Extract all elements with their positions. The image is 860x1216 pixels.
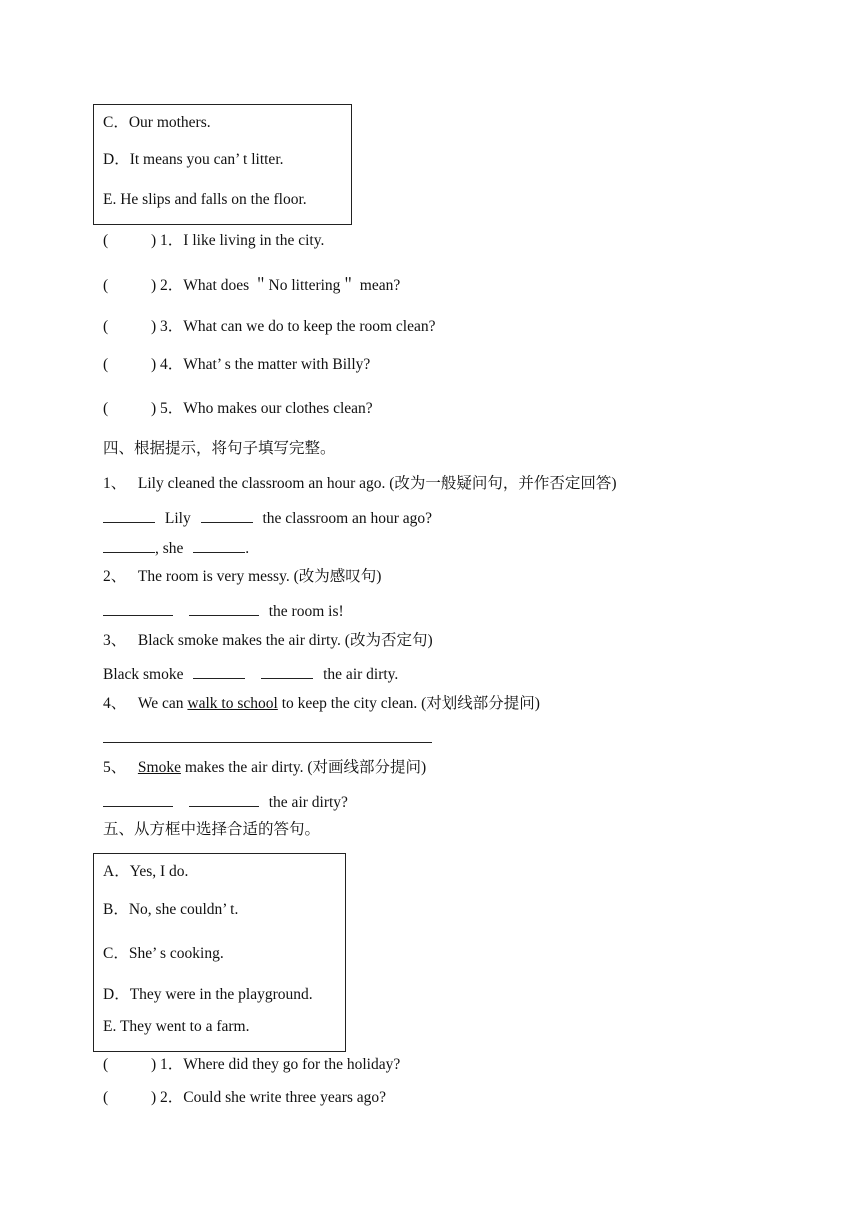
item-2-answer-line [103,601,344,621]
item-prompt: The room is very messy. (改为感叹句) [137,568,382,585]
answer-blank[interactable] [201,508,253,523]
answer-blank[interactable] [261,664,313,679]
item-1-answer-line-1 [103,508,432,528]
answer-paren-close: ) [151,356,157,373]
answer-blank[interactable] [103,538,155,553]
question-row [103,1056,400,1074]
option-c: C．She’ s cooking. [103,945,224,962]
answer-paren-open[interactable]: ( [103,277,109,294]
answer-text: . [245,540,250,557]
answer-paren-close: ) [151,1056,157,1073]
question-row [103,400,373,418]
answer-paren-close: ) [151,400,157,417]
answer-paren-open[interactable]: ( [103,1056,109,1073]
answer-blank[interactable] [189,792,259,807]
item-number: 3、 [103,632,127,649]
item-number: 5、 [103,759,127,776]
item-4-answer-line[interactable] [103,742,432,743]
answer-blank[interactable] [193,538,245,553]
answer-paren-close: ) [151,318,157,335]
item-number: 4、 [103,695,127,712]
answer-blank[interactable] [103,792,173,807]
answer-paren-open[interactable]: ( [103,400,109,417]
answer-paren-close: ) [151,232,157,249]
item-number: 2、 [103,568,127,585]
option-b: B．No, she couldn’ t. [103,901,239,918]
item-prompt-pre: We can [137,695,188,712]
question-text: 1．Where did they go for the holiday? [160,1056,401,1073]
question-row [103,232,324,250]
answer-blank[interactable] [103,601,173,616]
answer-paren-open[interactable]: ( [103,318,109,335]
answer-paren-open[interactable]: ( [103,1089,109,1106]
item-prompt-post: makes the air dirty. (对画线部分提问) [180,759,427,776]
question-text: 4．What’ s the matter with Billy? [160,356,371,373]
answer-text: , she [155,540,184,557]
item-1-answer-line-2 [103,538,249,558]
option-d: D．It means you can’ t litter. [103,151,284,168]
item-number: 1、 [103,475,127,492]
option-c: C．Our mothers. [103,114,211,131]
item-5-prompt [103,759,426,777]
option-a: A．Yes, I do. [103,863,189,880]
question-row [103,1089,386,1107]
question-text: 2．Could she write three years ago? [160,1089,387,1106]
answer-text: the room is! [268,603,344,620]
item-4-prompt [103,695,540,713]
item-1-prompt [103,475,617,493]
answer-blank[interactable] [193,664,245,679]
question-row [103,318,436,336]
section-4-heading: 四、根据提示，将句子填写完整。 [103,440,336,457]
answer-blank[interactable] [189,601,259,616]
option-e: E. They went to a farm. [103,1018,250,1035]
question-text: 1．I like living in the city. [160,232,325,249]
answer-text: the air dirty? [268,794,348,811]
answer-paren-close: ) [151,277,157,294]
question-text: 2．What does ＂No littering＂ mean? [160,277,401,294]
question-row [103,277,400,295]
section-5-heading: 五、从方框中选择合适的答句。 [103,821,321,838]
item-2-prompt [103,568,381,586]
item-prompt-underlined: Smoke [137,759,181,776]
item-prompt: Lily cleaned the classroom an hour ago. (改为一般疑问句，并作否定回答) [137,475,617,492]
answer-paren-close: ) [151,1089,157,1106]
answer-text: Black smoke [103,666,184,683]
question-row [103,356,370,374]
item-prompt-underlined: walk to school [187,695,278,712]
question-text: 5．Who makes our clothes clean? [160,400,373,417]
option-d: D．They were in the playground. [103,986,313,1003]
question-text: 3．What can we do to keep the room clean? [160,318,436,335]
item-prompt: Black smoke makes the air dirty. (改为否定句) [137,632,433,649]
item-5-answer-line [103,792,348,812]
answer-text: Lily [164,510,191,527]
answer-text: the air dirty. [323,666,399,683]
answer-paren-open[interactable]: ( [103,356,109,373]
answer-text: the classroom an hour ago? [262,510,433,527]
answer-blank[interactable] [103,508,155,523]
item-3-answer-line [103,664,398,684]
item-3-prompt [103,632,433,650]
item-prompt-post: to keep the city clean. (对划线部分提问) [277,695,540,712]
option-e: E. He slips and falls on the floor. [103,191,307,208]
answer-paren-open[interactable]: ( [103,232,109,249]
